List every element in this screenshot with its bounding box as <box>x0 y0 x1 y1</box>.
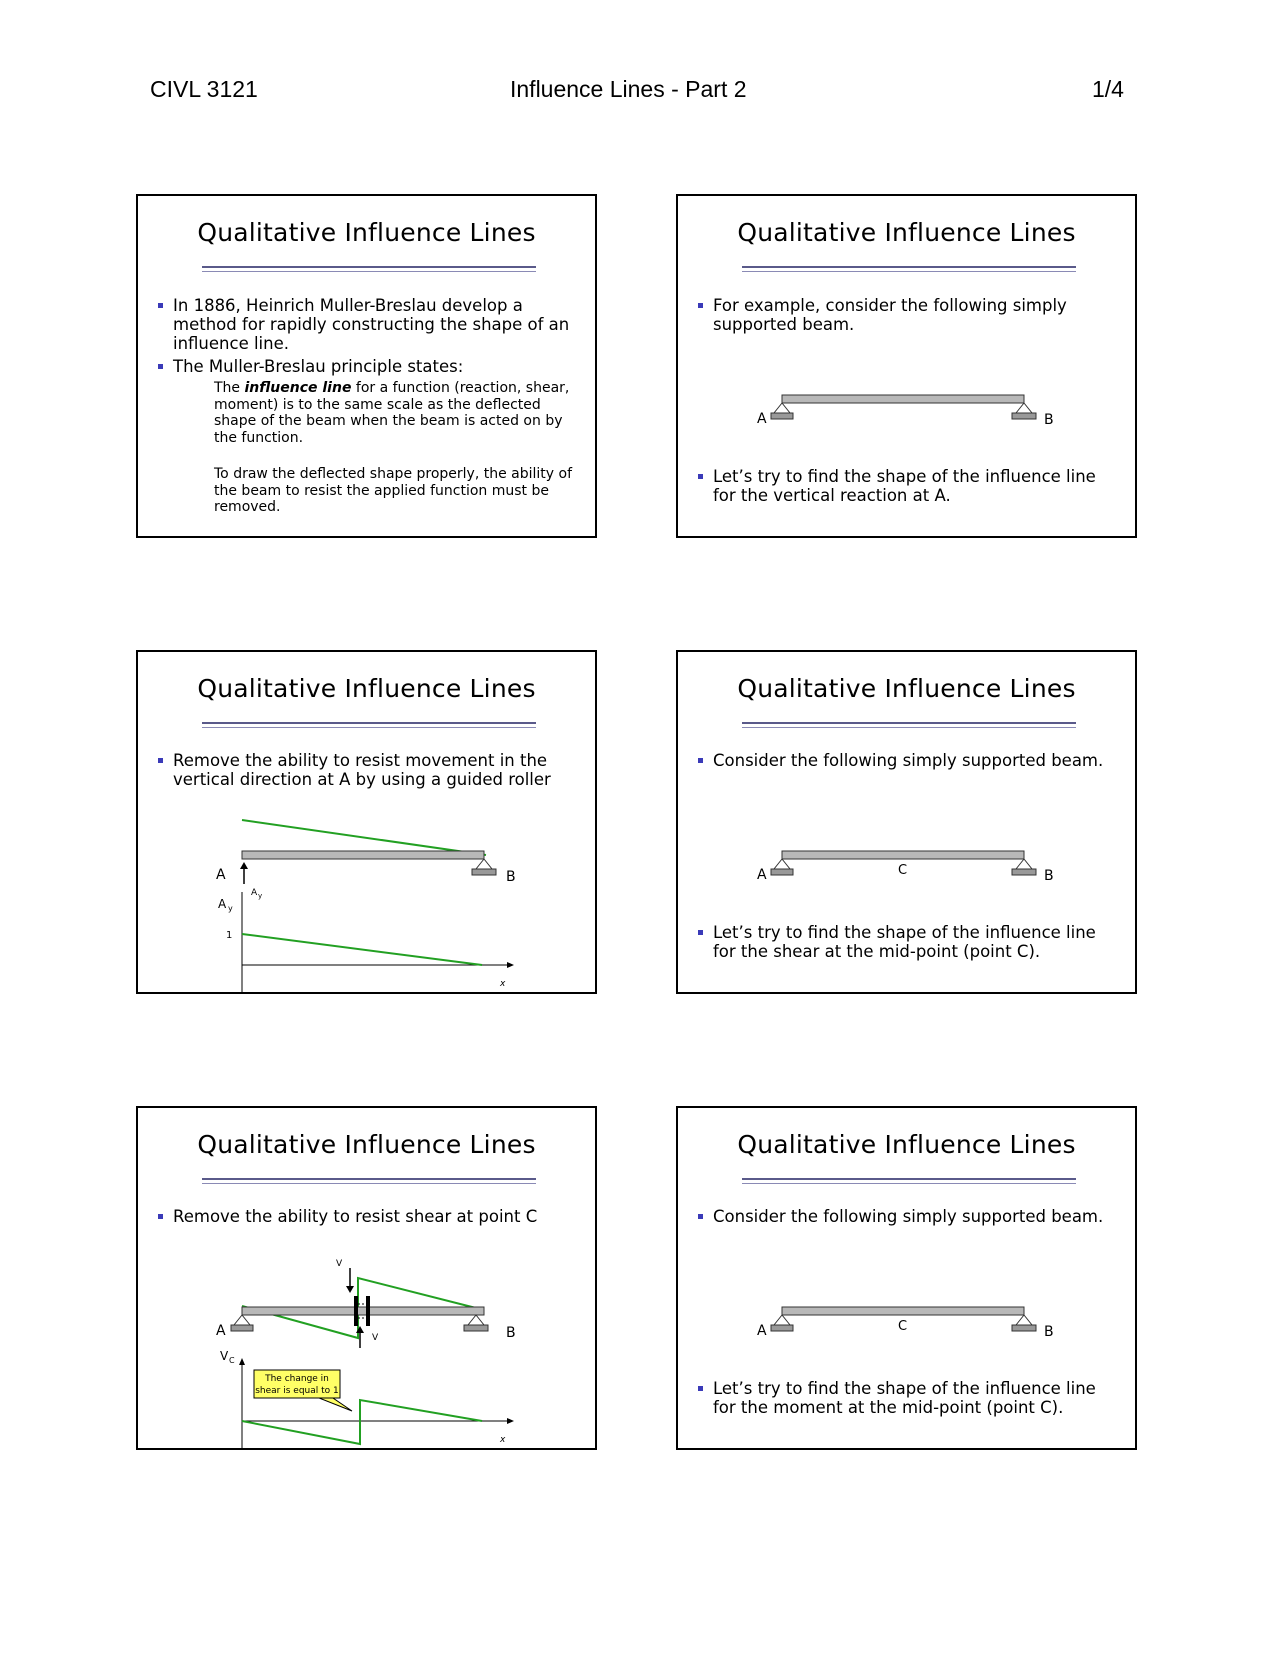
label-a: A <box>757 411 767 427</box>
bullet-marker <box>698 1386 703 1391</box>
support-base-a <box>771 1325 793 1331</box>
axis-y-label-sub: C <box>229 1356 235 1365</box>
bullet-text: Remove the ability to resist movement in the vertical direction at A by using a guided roller <box>173 751 551 789</box>
roller-support-b <box>1016 403 1032 413</box>
principle-text <box>214 380 579 446</box>
bullet-marker <box>158 303 163 308</box>
influence-line <box>242 1400 482 1444</box>
support-base-a <box>771 869 793 875</box>
label-b: B <box>506 869 516 885</box>
bullet-item <box>698 467 1123 505</box>
bullet-marker <box>698 474 703 479</box>
bullet-text: The Muller-Breslau principle states: <box>173 357 464 376</box>
roller-support-b <box>1016 1315 1032 1325</box>
support-base-a <box>771 413 793 419</box>
beam <box>782 851 1024 859</box>
page-number: 1/4 <box>1092 76 1124 102</box>
support-base-b <box>472 869 496 875</box>
slide-title: Qualitative Influence Lines <box>737 674 1076 703</box>
bullet-item <box>158 357 583 376</box>
bullet-item <box>698 1379 1123 1417</box>
axis-y-label: A <box>218 897 227 911</box>
slide-title: Qualitative Influence Lines <box>197 674 536 703</box>
label-a: A <box>216 867 226 883</box>
label-b: B <box>1044 1324 1054 1340</box>
pin-support-b <box>476 859 492 869</box>
support-base-a <box>231 1325 253 1331</box>
slide-1 <box>136 194 597 538</box>
label-ay: A <box>251 888 258 898</box>
label-v-top: V <box>336 1259 343 1269</box>
slide-title: Qualitative Influence Lines <box>197 1130 536 1159</box>
arrow-head-icon <box>239 1358 245 1365</box>
principle-pre: The <box>214 380 245 396</box>
axis-y-label-sub: y <box>228 904 233 913</box>
label-b: B <box>1044 868 1054 884</box>
bullet-text: Consider the following simply supported beam. <box>713 751 1104 770</box>
label-ay-sub: y <box>258 892 263 900</box>
label-a: A <box>216 1323 226 1339</box>
principle-note: To draw the deflected shape properly, the ability of the beam to resist the applied function must be removed. <box>214 466 573 515</box>
bullet-text: Let’s try to find the shape of the influence line for the moment at the mid-point (point C). <box>713 1379 1096 1417</box>
slide-5 <box>136 1106 597 1450</box>
label-v-bottom: V <box>372 1333 379 1343</box>
course-code: CIVL 3121 <box>150 76 258 102</box>
support-base-b <box>1012 869 1036 875</box>
beam <box>782 395 1024 403</box>
title-divider <box>202 266 536 272</box>
bullet-text: In 1886, Heinrich Muller-Breslau develop a method for rapidly constructing the shape of an influence line. <box>173 296 570 353</box>
callout-line-2: shear is equal to 1 <box>255 1386 339 1396</box>
support-base-b <box>1012 1325 1036 1331</box>
bullet-text: Let’s try to find the shape of the influence line for the vertical reaction at A. <box>713 467 1096 505</box>
support-base-b <box>1012 413 1036 419</box>
pin-support-a <box>234 1315 250 1325</box>
roller-support-b <box>1016 859 1032 869</box>
beam <box>782 1307 1024 1315</box>
bullet-marker <box>158 364 163 369</box>
bullet-item <box>158 296 583 353</box>
pin-support-a <box>774 1315 790 1325</box>
arrow-head-icon <box>346 1286 354 1293</box>
slide-3 <box>136 650 597 994</box>
pin-support-a <box>774 859 790 869</box>
arrow-head-icon <box>507 962 514 968</box>
shear-release-plate <box>366 1296 370 1326</box>
bullet-text: Remove the ability to resist shear at point C <box>173 1207 538 1226</box>
label-b: B <box>506 1325 516 1341</box>
beam <box>242 1307 484 1315</box>
bullet-text: Let’s try to find the shape of the influence line for the shear at the mid-point (point C). <box>713 923 1096 961</box>
principle-emphasis: influence line <box>244 380 352 396</box>
axis-y-label: V <box>220 1349 229 1363</box>
bullet-item <box>698 923 1123 961</box>
slide-title: Qualitative Influence Lines <box>737 218 1076 247</box>
deflected-shape-line <box>242 820 486 855</box>
beam <box>242 851 484 859</box>
shear-release-plate <box>354 1296 358 1326</box>
pin-support-a <box>774 403 790 413</box>
tick-label-one: 1 <box>226 930 233 941</box>
label-a: A <box>757 867 767 883</box>
document-title: Influence Lines - Part 2 <box>510 76 747 102</box>
guided-roller-diagram <box>138 652 597 994</box>
bullet-text: For example, consider the following simply supported beam. <box>713 296 1067 334</box>
axis-x-label: x <box>500 979 506 989</box>
bullet-text: Consider the following simply supported beam. <box>713 1207 1104 1226</box>
support-base-b <box>464 1325 488 1331</box>
shear-release-diagram <box>138 1108 597 1450</box>
slide-6 <box>676 1106 1137 1450</box>
slide-4 <box>676 650 1137 994</box>
slide-2 <box>676 194 1137 538</box>
label-c: C <box>898 1319 908 1334</box>
influence-line <box>242 934 482 965</box>
arrow-head-icon <box>240 862 248 869</box>
label-b: B <box>1044 412 1054 428</box>
arrow-head-icon <box>507 1418 514 1424</box>
principle-post: for a function (reaction, shear, moment) is to the same scale as the deflected shape of the beam when the beam is acted on by the function. <box>214 380 570 446</box>
slide-title: Qualitative Influence Lines <box>197 218 536 247</box>
roller-support-b <box>468 1315 484 1325</box>
bullet-marker <box>698 930 703 935</box>
axis-x-label: x <box>500 1435 506 1445</box>
slide-title: Qualitative Influence Lines <box>737 1130 1076 1159</box>
label-a: A <box>757 1323 767 1339</box>
label-c: C <box>898 863 908 878</box>
callout-line-1: The change in <box>265 1374 329 1384</box>
